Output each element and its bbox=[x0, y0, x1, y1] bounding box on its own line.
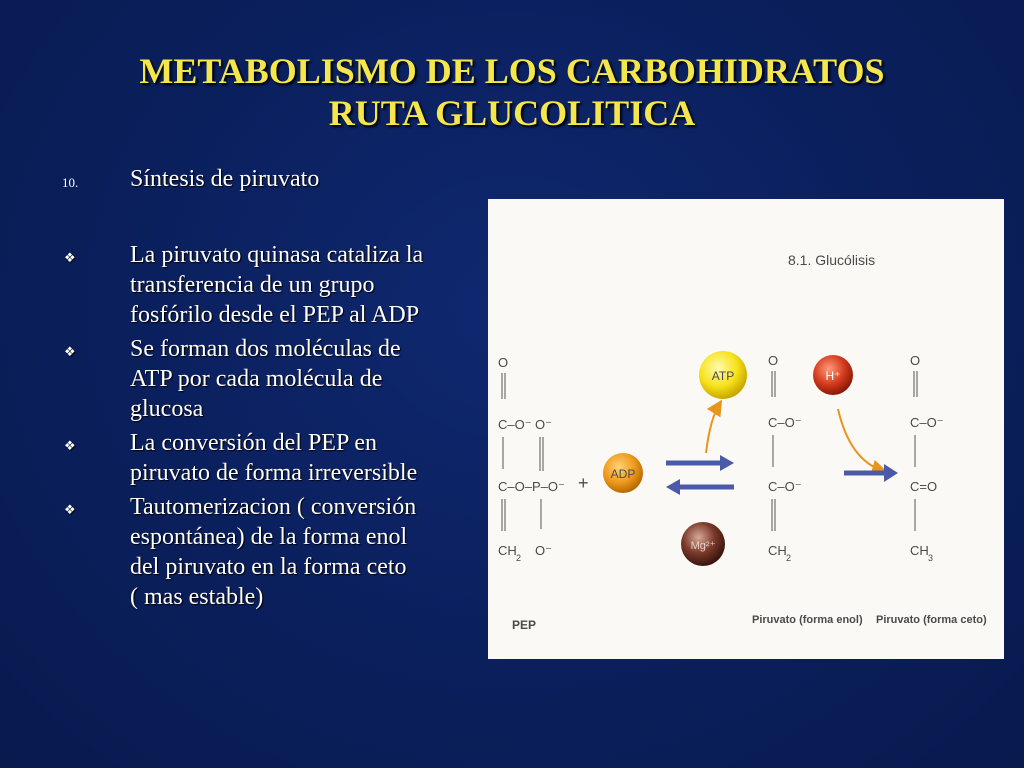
svg-text:O⁻: O⁻ bbox=[535, 417, 552, 432]
bullet-item bbox=[62, 428, 492, 488]
svg-text:3: 3 bbox=[928, 553, 934, 563]
svg-text:C=O: C=O bbox=[910, 479, 938, 494]
svg-text:C–O–P–O⁻: C–O–P–O⁻ bbox=[498, 479, 565, 494]
pep-label: PEP bbox=[512, 618, 537, 632]
svg-text:2: 2 bbox=[786, 553, 792, 563]
atp-label: ATP bbox=[711, 369, 735, 383]
bullet-item bbox=[62, 240, 492, 330]
svg-text:CH: CH bbox=[498, 543, 517, 558]
bullet-item bbox=[62, 334, 492, 424]
plus-sign: + bbox=[578, 473, 589, 493]
forward-arrow-head bbox=[720, 455, 734, 471]
svg-text:O: O bbox=[498, 355, 509, 370]
svg-text:C–O⁻: C–O⁻ bbox=[498, 417, 532, 432]
enol-structure bbox=[768, 353, 802, 563]
bullet-text-line: Tautomerizacion ( conversión bbox=[130, 494, 417, 520]
bullet-text-line: transferencia de un grupo bbox=[130, 272, 375, 298]
bullet-diamond-icon: ❖ bbox=[64, 502, 76, 517]
bullet-text-line: piruvato de forma irreversible bbox=[130, 460, 418, 486]
title-line-1: METABOLISMO DE LOS CARBOHIDRATOS bbox=[139, 51, 885, 91]
mg-label: Mg²⁺ bbox=[690, 540, 716, 552]
svg-text:O⁻: O⁻ bbox=[535, 543, 552, 558]
figure-caption: 8.1. Glucólisis bbox=[788, 252, 876, 268]
ceto-label: Piruvato (forma ceto) bbox=[876, 614, 987, 626]
bullet-text-line: La conversión del PEP en bbox=[130, 430, 378, 456]
svg-text:C–O⁻: C–O⁻ bbox=[768, 415, 802, 430]
adp-label: ADP bbox=[610, 467, 636, 481]
bullet-text-line: ( mas estable) bbox=[130, 584, 264, 610]
svg-text:CH: CH bbox=[910, 543, 929, 558]
title-line-2: RUTA GLUCOLITICA bbox=[328, 93, 696, 133]
svg-text:C–O⁻: C–O⁻ bbox=[768, 479, 802, 494]
bullet-text-line: La piruvato quinasa cataliza la bbox=[130, 242, 424, 268]
ceto-structure bbox=[910, 353, 944, 563]
bullet-item bbox=[62, 492, 492, 612]
bullet-text-line: glucosa bbox=[130, 396, 204, 422]
h-plus-arrow bbox=[838, 409, 884, 471]
enol-label: Piruvato (forma enol) bbox=[752, 614, 863, 626]
reverse-arrow-head bbox=[666, 479, 680, 495]
bullet-diamond-icon: ❖ bbox=[64, 438, 76, 453]
bullet-text-line: espontánea) de la forma enol bbox=[130, 524, 408, 550]
bullet-text-line: ATP por cada molécula de bbox=[130, 366, 383, 392]
item-number: 10. bbox=[62, 175, 79, 190]
pep-structure bbox=[498, 355, 565, 563]
bullet-diamond-icon: ❖ bbox=[64, 344, 76, 359]
svg-text:CH: CH bbox=[768, 543, 787, 558]
bullet-text-line: del piruvato en la forma ceto bbox=[130, 554, 407, 580]
bullet-diamond-icon: ❖ bbox=[64, 250, 76, 265]
slide-title bbox=[0, 50, 1024, 134]
svg-text:2: 2 bbox=[516, 553, 522, 563]
svg-text:C–O⁻: C–O⁻ bbox=[910, 415, 944, 430]
item-heading: Síntesis de piruvato bbox=[130, 166, 320, 192]
bullet-text-line: fosfórilo desde el PEP al ADP bbox=[130, 302, 420, 328]
bullet-list bbox=[62, 240, 492, 616]
atp-release-arrow bbox=[706, 403, 720, 453]
tautomer-arrow-head bbox=[884, 464, 898, 482]
glycolysis-figure bbox=[488, 199, 1004, 659]
reaction-diagram bbox=[488, 199, 1004, 659]
svg-text:O: O bbox=[768, 353, 779, 368]
bullet-text-line: Se forman dos moléculas de bbox=[130, 336, 401, 362]
svg-text:O: O bbox=[910, 353, 921, 368]
h-plus-label: H⁺ bbox=[825, 369, 841, 383]
